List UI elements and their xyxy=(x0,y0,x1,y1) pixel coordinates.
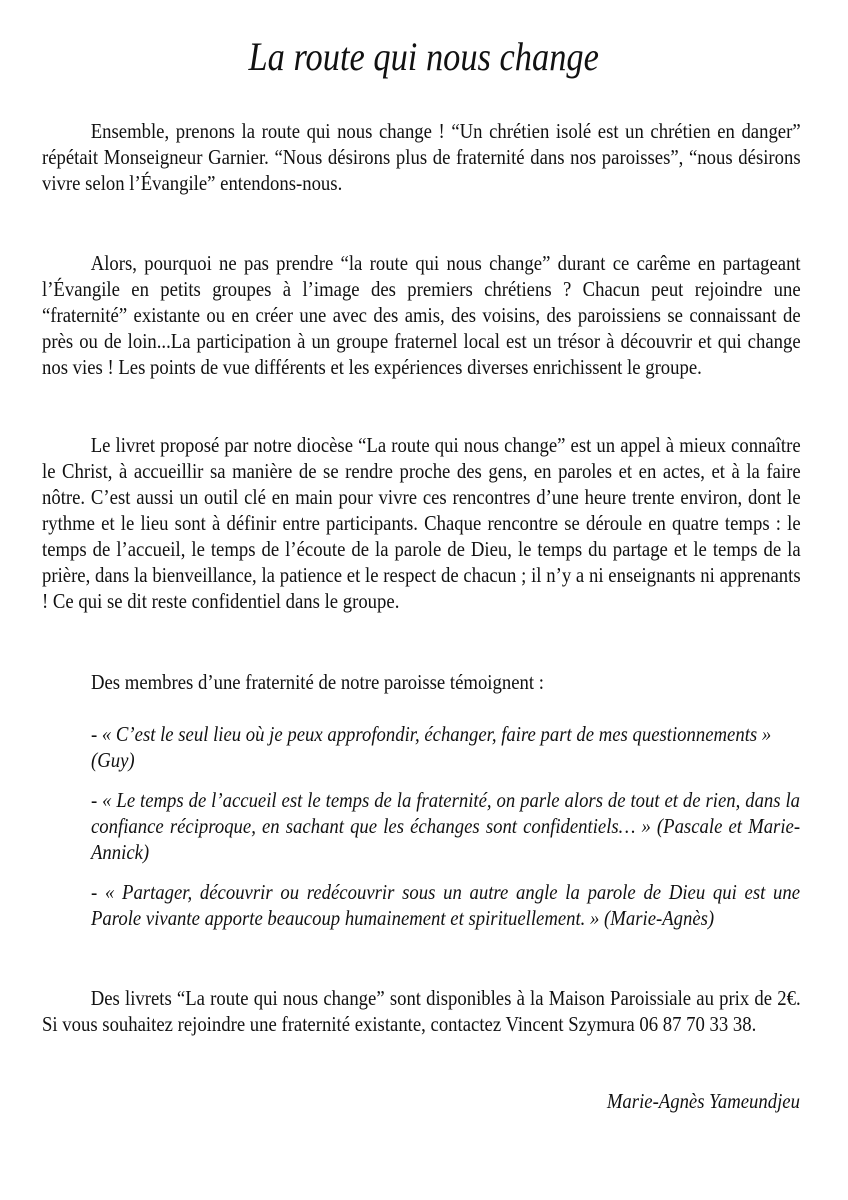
document-title xyxy=(0,34,848,80)
testimonial-pascale-marie-annick: - « Le temps de l’accueil est le temps de la fraternité, on parle alors de tout et de rien, dans la confiance réciproque, en sachant que les échanges sont confidentiels… » (Pascale et Marie-Annick) xyxy=(91,788,801,864)
testimonial-marie-agnes: - « Partager, découvrir ou redécouvrir sous un autre angle la parole de Dieu qui est une Parole vivante apporte beaucoup humainement et spirituellement. » (Marie-Agnès) xyxy=(91,880,801,930)
signature: Marie-Agnès Yameundjeu xyxy=(606,1089,800,1113)
paragraph-booklet: Le livret proposé par notre diocèse “La route qui nous change” est un appel à mieux connaître le Christ, à accueillir sa manière de se rendre proche des gens, en paroles et en actes, et à la faire nôtre. C’est aussi un outil clé en main pour vivre ces rencontres d’une heure trente environ, dont le rythme et le lieu sont à définir entre participants. Chaque rencontre se déroule en quatre temps : le temps de l’accueil, le temps de l’écoute de la parole de Dieu, le temps du partage et le temps de la prière, dans la bienveillance, la patience et le respect de chacun ; il n’y a ni enseignants ni apprenants ! Ce qui se dit reste confidentiel dans le groupe. xyxy=(42,433,801,613)
testimonial-guy: - « C’est le seul lieu où je peux approfondir, échanger, faire part de mes questionnements » (Guy) xyxy=(91,722,772,772)
paragraph-invitation: Alors, pourquoi ne pas prendre “la route qui nous change” durant ce carême en partageant l’Évangile en petits groupes à l’image des premiers chrétiens ? Chacun peut rejoindre une “fraternité” existante ou en créer une avec des amis, des voisins, des paroissiens se connaissant de près ou de loin...La participation à un groupe fraternel local est un trésor à découvrir et qui change nos vies ! Les points de vue différents et les expériences diverses enrichissent le groupe. xyxy=(42,251,801,379)
paragraph-testimonials-intro: Des membres d’une fraternité de notre paroisse témoignent : xyxy=(91,670,544,694)
title-text: La route qui nous change xyxy=(248,34,600,79)
paragraph-closing: Des livrets “La route qui nous change” sont disponibles à la Maison Paroissiale au prix de 2€. Si vous souhaitez rejoindre une fraternité existante, contactez Vincent Szymura 06 87 70 33 38. xyxy=(42,986,801,1036)
paragraph-intro: Ensemble, prenons la route qui nous change ! “Un chrétien isolé est un chrétien en danger” répétait Monseigneur Garnier. “Nous désirons plus de fraternité dans nos paroisses”, “nous désirons vivre selon l’Évangile” entendons-nous. xyxy=(42,119,801,195)
